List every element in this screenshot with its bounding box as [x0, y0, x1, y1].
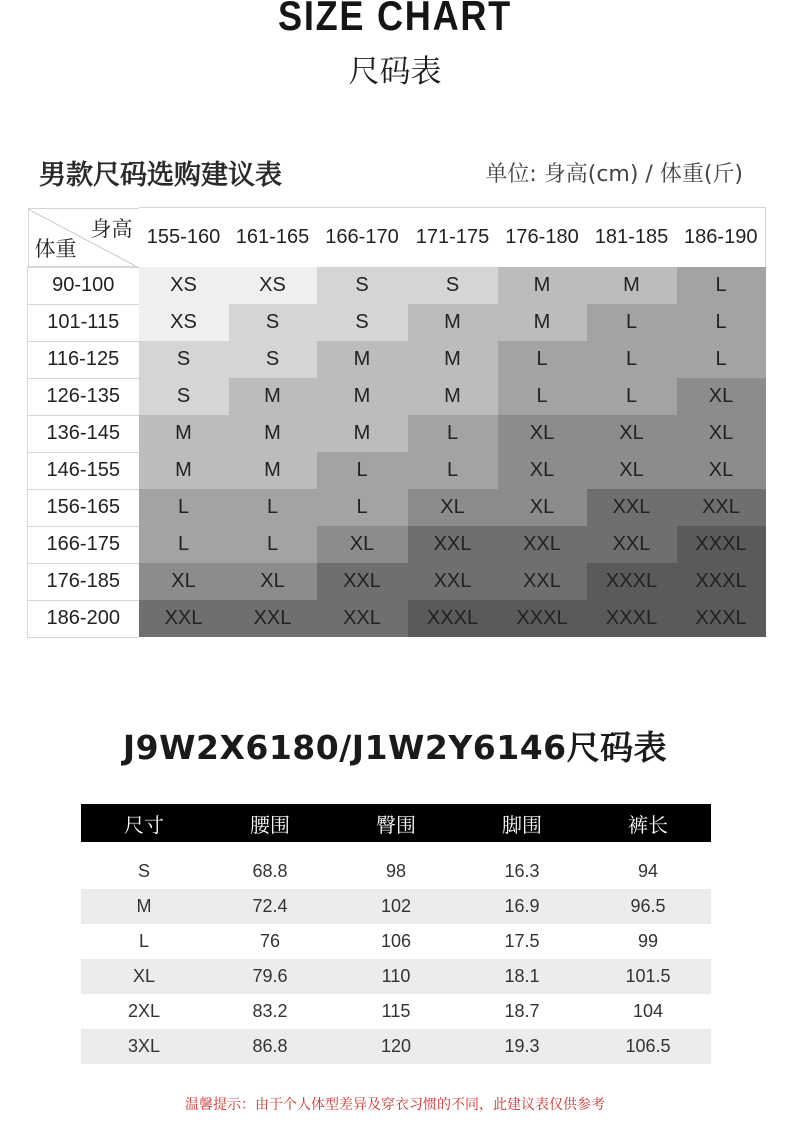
size-cell: XS	[139, 267, 229, 304]
size-cell: XL	[677, 452, 766, 489]
weight-row	[28, 304, 766, 341]
corner-cell	[28, 208, 139, 268]
size-cell: M	[587, 267, 677, 304]
size-cell: L	[139, 526, 229, 563]
size-cell: S	[229, 341, 317, 378]
height-col-header: 181-185	[587, 208, 677, 268]
size-cell: L	[408, 452, 498, 489]
size-cell: XXXL	[677, 600, 766, 637]
table-row	[81, 1029, 711, 1064]
weight-row	[28, 489, 766, 526]
size-cell: XXL	[229, 600, 317, 637]
size-cell: XXXL	[587, 600, 677, 637]
size-cell: L	[677, 341, 766, 378]
weight-label: 90-100	[28, 267, 139, 304]
size-cell: S	[139, 378, 229, 415]
size-cell: M	[408, 378, 498, 415]
weight-label: 156-165	[28, 489, 139, 526]
pants-cell: 16.3	[504, 861, 540, 881]
size-cell: XL	[139, 563, 229, 600]
size-cell: M	[498, 267, 587, 304]
pants-cell: 16.9	[459, 889, 585, 924]
size-cell: L	[498, 341, 587, 378]
size-cell: XL	[677, 415, 766, 452]
size-cell: XXL	[677, 489, 766, 526]
size-cell: XL	[408, 489, 498, 526]
weight-row	[28, 526, 766, 563]
size-cell: M	[498, 304, 587, 341]
height-col-header: 155-160	[139, 208, 229, 268]
size-cell: L	[587, 378, 677, 415]
pants-col-header: 腰围	[207, 804, 333, 842]
size-cell: M	[139, 415, 229, 452]
weight-row	[28, 378, 766, 415]
size-cell: L	[408, 415, 498, 452]
weight-row	[28, 563, 766, 600]
size-cell: XXL	[498, 526, 587, 563]
page-title: SIZE CHART	[278, 0, 512, 39]
size-cell: XL	[498, 452, 587, 489]
height-col-header: 161-165	[229, 208, 317, 268]
weight-label: 126-135	[28, 378, 139, 415]
pants-cell: 18.1	[459, 959, 585, 994]
pants-cell: 2XL	[127, 1001, 161, 1021]
size-cell: L	[587, 304, 677, 341]
size-guide-table	[27, 207, 766, 638]
table-row	[81, 854, 711, 889]
size-cell: L	[139, 489, 229, 526]
pants-cell: 102	[333, 889, 459, 924]
pants-cell: 3XL	[81, 1029, 207, 1064]
size-cell: XL	[587, 452, 677, 489]
corner-weight-label: 体重	[34, 237, 77, 261]
corner-height-label: 身高	[90, 217, 133, 241]
pants-cell: 110	[333, 959, 459, 994]
size-cell: M	[317, 378, 408, 415]
pants-cell: 68.8	[252, 861, 288, 881]
size-cell: L	[498, 378, 587, 415]
weight-row	[28, 415, 766, 452]
size-cell: XL	[498, 415, 587, 452]
pants-table-title: J9W2X6180/J1W2Y6146尺码表	[122, 728, 668, 767]
size-cell: M	[317, 415, 408, 452]
size-cell: XL	[587, 415, 677, 452]
size-cell: XXXL	[498, 600, 587, 637]
pants-size-table	[81, 804, 711, 1064]
size-cell: XXL	[408, 526, 498, 563]
size-cell: S	[139, 341, 229, 378]
size-cell: L	[317, 452, 408, 489]
pants-cell: L	[138, 931, 149, 951]
pants-cell: 99	[637, 931, 659, 951]
pants-col-header: 裤长	[585, 804, 711, 842]
size-guide-title: 男款尺码选购建议表	[39, 160, 282, 191]
pants-cell: 18.7	[504, 1001, 540, 1021]
weight-label: 146-155	[28, 452, 139, 489]
weight-label: 101-115	[28, 304, 139, 341]
pants-cell: 86.8	[207, 1029, 333, 1064]
size-cell: XXXL	[408, 600, 498, 637]
table-row	[81, 959, 711, 994]
weight-label: 166-175	[28, 526, 139, 563]
pants-cell: 106.5	[585, 1029, 711, 1064]
size-guide-unit: 单位: 身高(cm) / 体重(斤)	[485, 162, 743, 187]
size-cell: XXXL	[587, 563, 677, 600]
pants-cell: 104	[632, 1001, 664, 1021]
size-cell: XL	[229, 563, 317, 600]
height-col-header: 176-180	[498, 208, 587, 268]
weight-row	[28, 267, 766, 304]
height-col-header: 171-175	[408, 208, 498, 268]
weight-label: 116-125	[28, 341, 139, 378]
pants-header-row	[81, 804, 711, 842]
pants-cell: 101.5	[585, 959, 711, 994]
table-row	[81, 924, 711, 959]
size-cell: S	[229, 304, 317, 341]
pants-cell: 94	[637, 861, 659, 881]
size-cell: XL	[498, 489, 587, 526]
size-cell: S	[317, 304, 408, 341]
weight-row	[28, 452, 766, 489]
pants-spacer-row	[81, 842, 711, 854]
size-cell: XXL	[498, 563, 587, 600]
weight-row	[28, 341, 766, 378]
size-cell: XS	[139, 304, 229, 341]
size-cell: XXL	[139, 600, 229, 637]
size-cell: S	[408, 267, 498, 304]
size-cell: M	[229, 415, 317, 452]
size-cell: XL	[317, 526, 408, 563]
weight-label: 186-200	[28, 600, 139, 637]
weight-label: 136-145	[28, 415, 139, 452]
height-col-header: 166-170	[317, 208, 408, 268]
size-cell: M	[229, 378, 317, 415]
spacer-cell	[81, 842, 711, 854]
size-cell: XXL	[408, 563, 498, 600]
size-cell: M	[408, 341, 498, 378]
pants-cell: XL	[81, 959, 207, 994]
size-cell: XL	[677, 378, 766, 415]
pants-cell: 96.5	[585, 889, 711, 924]
page-subtitle: 尺码表	[348, 54, 442, 90]
size-cell: XXL	[317, 600, 408, 637]
pants-cell: 17.5	[504, 931, 540, 951]
pants-cell: 115	[381, 1001, 411, 1021]
size-cell: L	[229, 526, 317, 563]
size-cell: XXL	[587, 489, 677, 526]
weight-label: 176-185	[28, 563, 139, 600]
size-cell: XS	[229, 267, 317, 304]
pants-cell: 79.6	[207, 959, 333, 994]
size-cell: M	[408, 304, 498, 341]
pants-cell: 98	[385, 861, 407, 881]
size-cell: XXL	[317, 563, 408, 600]
pants-cell: 19.3	[459, 1029, 585, 1064]
size-cell: XXXL	[677, 563, 766, 600]
size-cell: L	[677, 304, 766, 341]
size-cell: L	[677, 267, 766, 304]
height-col-header: 186-190	[677, 208, 766, 268]
pants-cell: S	[137, 861, 150, 881]
size-cell: S	[317, 267, 408, 304]
pants-cell: M	[81, 889, 207, 924]
table-row	[81, 889, 711, 924]
pants-cell: 106	[380, 931, 412, 951]
size-cell: M	[139, 452, 229, 489]
pants-col-header: 脚围	[459, 804, 585, 842]
pants-col-header: 尺寸	[81, 804, 207, 842]
size-cell: XXL	[587, 526, 677, 563]
weight-row	[28, 600, 766, 637]
size-cell: L	[317, 489, 408, 526]
size-cell: XXXL	[677, 526, 766, 563]
size-cell: L	[587, 341, 677, 378]
size-cell: M	[229, 452, 317, 489]
pants-col-header: 臀围	[333, 804, 459, 842]
disclaimer-note: 温馨提示：由于个人体型差异及穿衣习惯的不同，此建议表仅供参考	[185, 1097, 605, 1113]
pants-cell: 72.4	[207, 889, 333, 924]
table-row	[81, 994, 711, 1029]
pants-cell: 120	[333, 1029, 459, 1064]
pants-cell: 83.2	[252, 1001, 288, 1021]
size-cell: L	[229, 489, 317, 526]
pants-cell: 76	[259, 931, 281, 951]
size-cell: M	[317, 341, 408, 378]
height-header-row	[28, 208, 766, 268]
